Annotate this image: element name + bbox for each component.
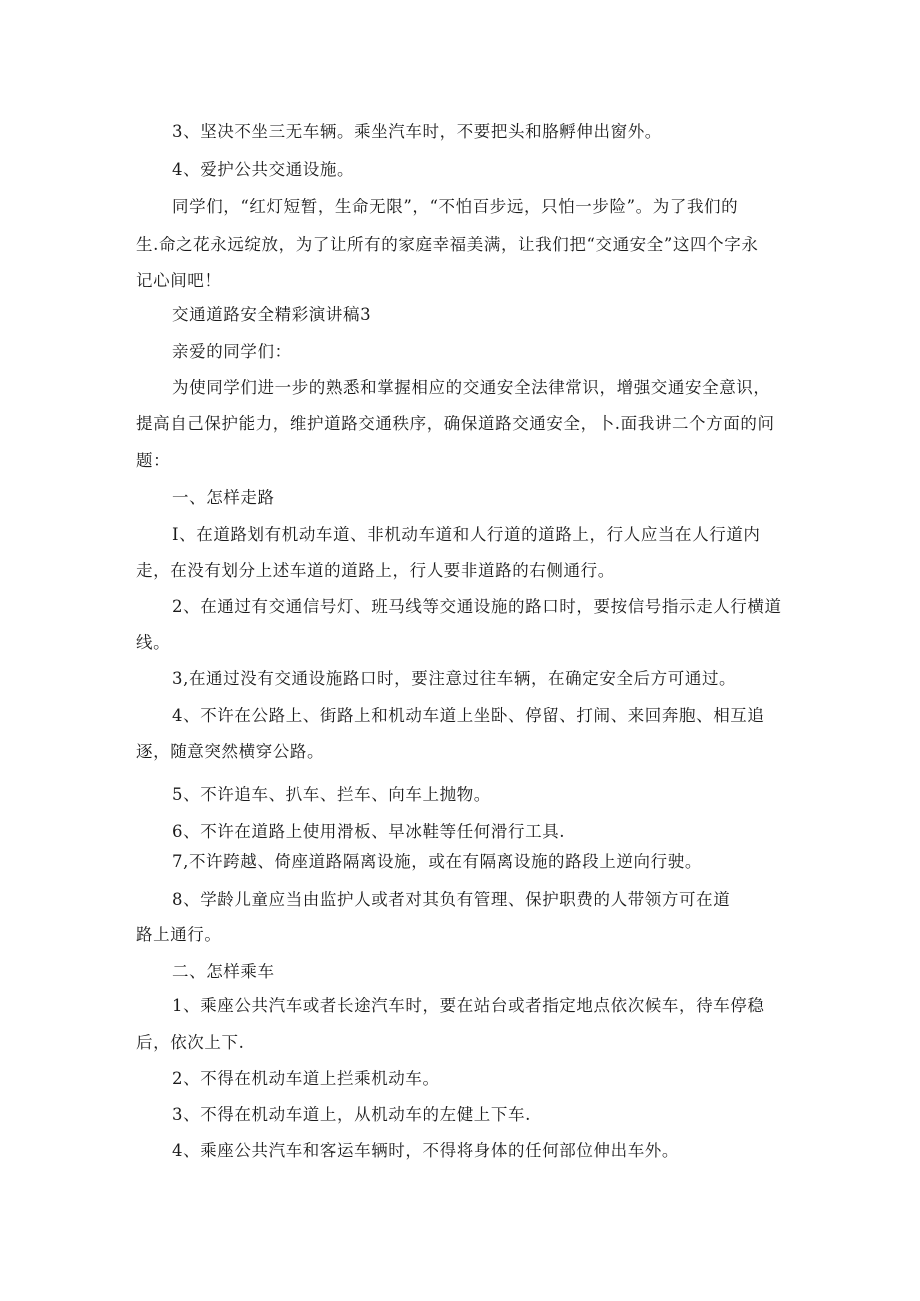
- text-line: 后，依次上下.: [136, 1033, 245, 1052]
- text-line: 走，在没有划分上述车道的道路上，行人要非道路的右侧通行。: [136, 561, 615, 580]
- subheading: 二、怎样乘车: [172, 962, 275, 981]
- text-line: I、在道路划有机动车道、非机动车道和人行道的道路上，行人应当在人行道内: [172, 525, 761, 544]
- text-line: 3,在通过没有交通设施路口时，要注意过往车辆，在确定安全后方可通过。: [172, 669, 737, 688]
- text-line: 8、学龄儿童应当由监护人或者对其负有管理、保护职费的人带领方可在道: [172, 890, 731, 909]
- salutation: 亲爱的同学们：: [172, 342, 292, 361]
- text-line: 为使同学们进一步的熟悉和掌握相应的交通安全法律常识，增强交通安全意识，: [172, 378, 771, 397]
- text-line: 2、不得在机动车道上拦乘机动车。: [172, 1069, 440, 1088]
- text-line: 同学们，“红灯短暂，生命无限”，“不怕百步远，只怕一步险”。为了我们的: [172, 197, 739, 216]
- text-line: 1、乘座公共汽车或者长途汽车时，要在站台或者指定地点依次候车，待车停稳: [172, 996, 765, 1015]
- text-line: 记心间吧！: [136, 271, 222, 290]
- text-line: 6、不许在道路上使用滑板、早冰鞋等任何滑行工具.: [172, 822, 566, 841]
- section-title: 交通道路安全精彩演讲稿3: [172, 305, 372, 324]
- text-line: 4、不许在公路上、街路上和机动车道上坐卧、停留、打闹、来回奔胞、相互追: [172, 706, 765, 725]
- text-line: 逐，随意突然横穿公路。: [136, 742, 325, 761]
- text-line: 生.命之花永远绽放，为了让所有的家庭幸福美满，让我们把“交通安全”这四个字永: [136, 235, 759, 254]
- subheading: 一、怎样走路: [172, 488, 275, 507]
- text-line: 3、不得在机动车道上，从机动车的左健上下车.: [172, 1105, 531, 1124]
- text-line: 4、乘座公共汽车和客运车辆时，不得将身体的任何部位伸出车外。: [172, 1141, 679, 1160]
- text-line: 7,不许跨越、倚座道路隔离设施，或在有隔离设施的路段上逆向行驶。: [172, 852, 702, 871]
- text-line: 2、在通过有交通信号灯、班马线等交通设施的路口时，要按信号指示走人行横道: [172, 597, 782, 616]
- text-line: 提高自己保护能力，维护道路交通秩序，确保道路交通安全，卜.面我讲二个方面的问: [136, 414, 775, 433]
- text-line: 5、不许追车、扒车、拦车、向车上抛物。: [172, 785, 491, 804]
- text-line: 路上通行。: [136, 925, 222, 944]
- text-line: 4、爱护公共交通设施。: [172, 160, 355, 179]
- text-line: 题：: [136, 451, 171, 470]
- text-line: 3、坚决不坐三无车辆。乘坐汽车时，不要把头和胳孵伸出窗外。: [172, 122, 662, 141]
- text-line: 线。: [136, 633, 171, 652]
